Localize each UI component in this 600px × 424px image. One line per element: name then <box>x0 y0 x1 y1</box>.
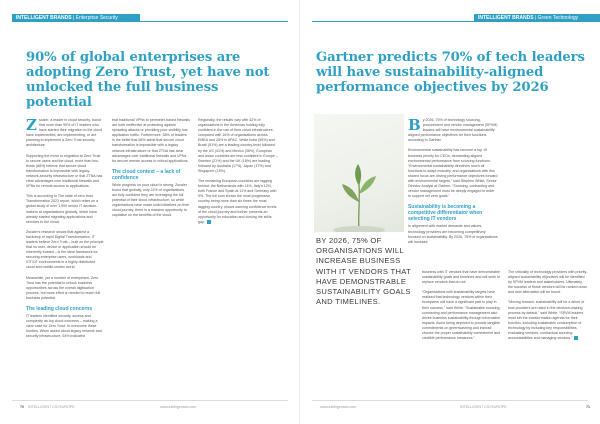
headline: Gartner predicts 70% of tech leaders will have sustainability-aligned performance objectives by 2026 <box>316 50 585 95</box>
top-rule <box>12 21 288 22</box>
headline: 90% of global enterprises are adopting Zero Trust, yet have not unlocked the full business potential <box>26 50 270 110</box>
intro-paragraph: y 2026, 75% of technology sourcing, procurement and vendor management (SPVM) leaders will have environmental sustainability-aligned performance objectives for their functions, according to Gartner. <box>408 118 498 143</box>
paragraph: “Moving forward, sustainability will be a driver of how providers are rated in the decision-making process by default,” said White. “SPVM leaders must set the transformation agenda for their function, including sustainable consumption of technology by including key responsibilities, evaluating vendors, contractual sourcing accountabilities and managing vendors.” <box>508 300 585 341</box>
column-3 <box>508 270 588 346</box>
magazine-name: INTELLIGENT CIO EUROPE <box>28 405 75 409</box>
pull-quote: BY 2026, 75% OF ORGANISATIONS WILL INCREASE BUSINESS WITH IT VENDORS THAT HAVE DEMONSTRABLE SUSTAINABILITY GOALS AND TIMELINES. <box>316 236 411 307</box>
plant-photo <box>314 114 404 232</box>
subhead: The leading cloud concerns <box>26 306 93 312</box>
paragraph: business with IT vendors that have demonstrable sustainability goals and timelines and will seek to replace vendors that do not. <box>422 270 501 285</box>
column-1 <box>408 118 498 250</box>
intro-paragraph: scaler, a leader in cloud security, found that more than 90% of IT leaders who have started their migration to the cloud have implemented, are implementing, or are planning to implement a Zero Trust security architecture. <box>26 118 103 148</box>
paragraph: Zscaler's research shows that against a backdrop of rapid Digital Transformation, IT leaders believe Zero Trust – built on the principle that no user, device or application should be inherently trusted – is the ideal framework for securing enterprise users, workloads and IOT/OT environments in a highly distributed cloud and mobile-centric world. <box>26 229 104 270</box>
footer-rule <box>312 400 588 401</box>
paragraph: “Organisations with sustainability targets have realised that technology vendors within their ecosystem will have a significant part to play in their success,” said White. “Sustainable sourcing, contracting and performance management also drives business sustainability through information impacts. Avoid being deprived to provide tangible commitments on greenwashing and instead choose the proper sustainability commitment and credible performance measures.” <box>422 290 501 341</box>
paragraph: In alignment with market demands and values, technology providers are becoming competitively focused on sustainability. By 2026, 75% of organisations will increase <box>408 224 498 244</box>
subhead: Sustainability is becoming a competitive differentiator when selecting IT vendors <box>408 204 483 223</box>
paragraph: Meanwhile, yet a number of enterprises, Zero Trust has the potential to unlock business opportunities across the overall digitisation process, but more effort is needed to reach full business potential. <box>26 275 101 300</box>
dropcap: Z <box>26 116 37 134</box>
column-2 <box>422 270 502 346</box>
paragraph: IT leaders identified security, access and complexity as top cloud concerns – making a clear case for Zero Trust. In overcome these hurdles. When asked about legacy network and security infrastructure, 54% indicated <box>26 314 102 339</box>
footer <box>20 405 197 409</box>
dropcap: B <box>408 116 421 134</box>
paragraph: This is according to The state of zero trust Transformation 2023 report, which relies on a global study of over 1,900 senior IT decision-makers at organisations globally, which have already started migrating applications and services to the cloud. <box>26 194 99 224</box>
paragraph: The remaining European countries are lagging behind: the Netherlands with 14%, Italy's 12%, both France and Spain at 11% and Germany with 9%. The full sum shows the most progressive country being more than six times the most lagging country, shows warning confidence levels of the cloud journey and further presents an opportunity for education and closing the skills gap. <box>198 179 277 224</box>
section-tag-label: INTELLIGENT BRANDS <box>478 15 534 21</box>
page-number: 71 <box>586 405 590 409</box>
subhead: The cloud context – a lack of confidence <box>112 168 181 181</box>
section-sub-label: | Green Technology <box>534 15 579 21</box>
section-sub-label: | Enterprise Security <box>72 15 118 21</box>
paragraph: that traditional VPNs to perimeter-based firewalls are both ineffective at protecting against sprawling attacks or providing poor visibility into application traffic. Furthermore, 58% of leaders in the belief that 58% admit that secure cloud transformation is impossible with a legacy network infrastructure or that ZTNA has clear advantages over traditional firewalls and VPNs for secure remote access to critical applications. <box>112 118 190 163</box>
right-page <box>300 0 600 424</box>
section-tag-label: INTELLIGENT BRANDS <box>16 15 72 21</box>
column-2 <box>112 118 190 224</box>
footer-rule <box>12 400 288 401</box>
column-3 <box>198 118 278 230</box>
square-end-mark-icon <box>574 336 578 340</box>
website-link[interactable]: www.intelligentcio.com <box>320 405 357 409</box>
top-rule <box>312 21 592 22</box>
paragraph: Supporting the move to migration to Zero Trust to secure users and the cloud, more than two-thirds (68%) believe that secure cloud transformation is impossible with legacy, network-security infrastructure or that ZTNA has clear advantages over traditional firewalls and VPNs for remote access to applications. <box>26 153 103 189</box>
page-number: 70 <box>20 405 24 409</box>
magazine-name: INTELLIGENT CIO EUROPE <box>460 405 507 409</box>
footer <box>320 405 590 409</box>
paragraph: While progress on your cloud is strong, Zscaler found that globally, only 22% of organisations are fully confident they are leveraging the full potential of their cloud infrastructure, so while organisations have made solid initiatives on their cloud journey, there is a massive opportunity to capitalise on the benefits of the cloud. <box>112 182 190 218</box>
paragraph: Regionally, the results vary with 42% of organisations in the Americas holding fully confident in the use of their cloud infrastructure, compared with 16% of organisations across EMEA and 25% in APAC. While India (55%) and Brazil (51%) are a leading country-level followed by the US (41%) and Mexico (36%), European and Asian countries are less confident in Europe – Sweden (21%) and the UK (18%) are leading followed by Australia (17%), Japan (17%) and Singapore (15%). <box>198 118 278 173</box>
paragraph: Environmental sustainability has become a top 10 business priority for CEOs, demanding aligned environmental performance from sourcing functions. “Environmental sustainability directives touch all functions to adapt mutually, and organisations with this shared focus are driving performance objectives forward with environmental targets,” said Stephen White, Senior Director Analyst at Gartner. “Sourcing, contracting and vendor management must be deeply engaged in order to support net zero goals.” <box>408 148 498 199</box>
column-1 <box>26 118 104 344</box>
paragraph: The criticality of technology providers with priority-aligned sustainability objectives will be identified by SPVM leaders and stakeholders. Ultimately, the success of those vendors will be ranked down and new alternative will be found. <box>508 270 588 295</box>
square-end-mark-icon <box>207 220 211 224</box>
plant-illustration <box>314 114 404 232</box>
website-link[interactable]: www.intelligentcio.com <box>160 405 197 409</box>
